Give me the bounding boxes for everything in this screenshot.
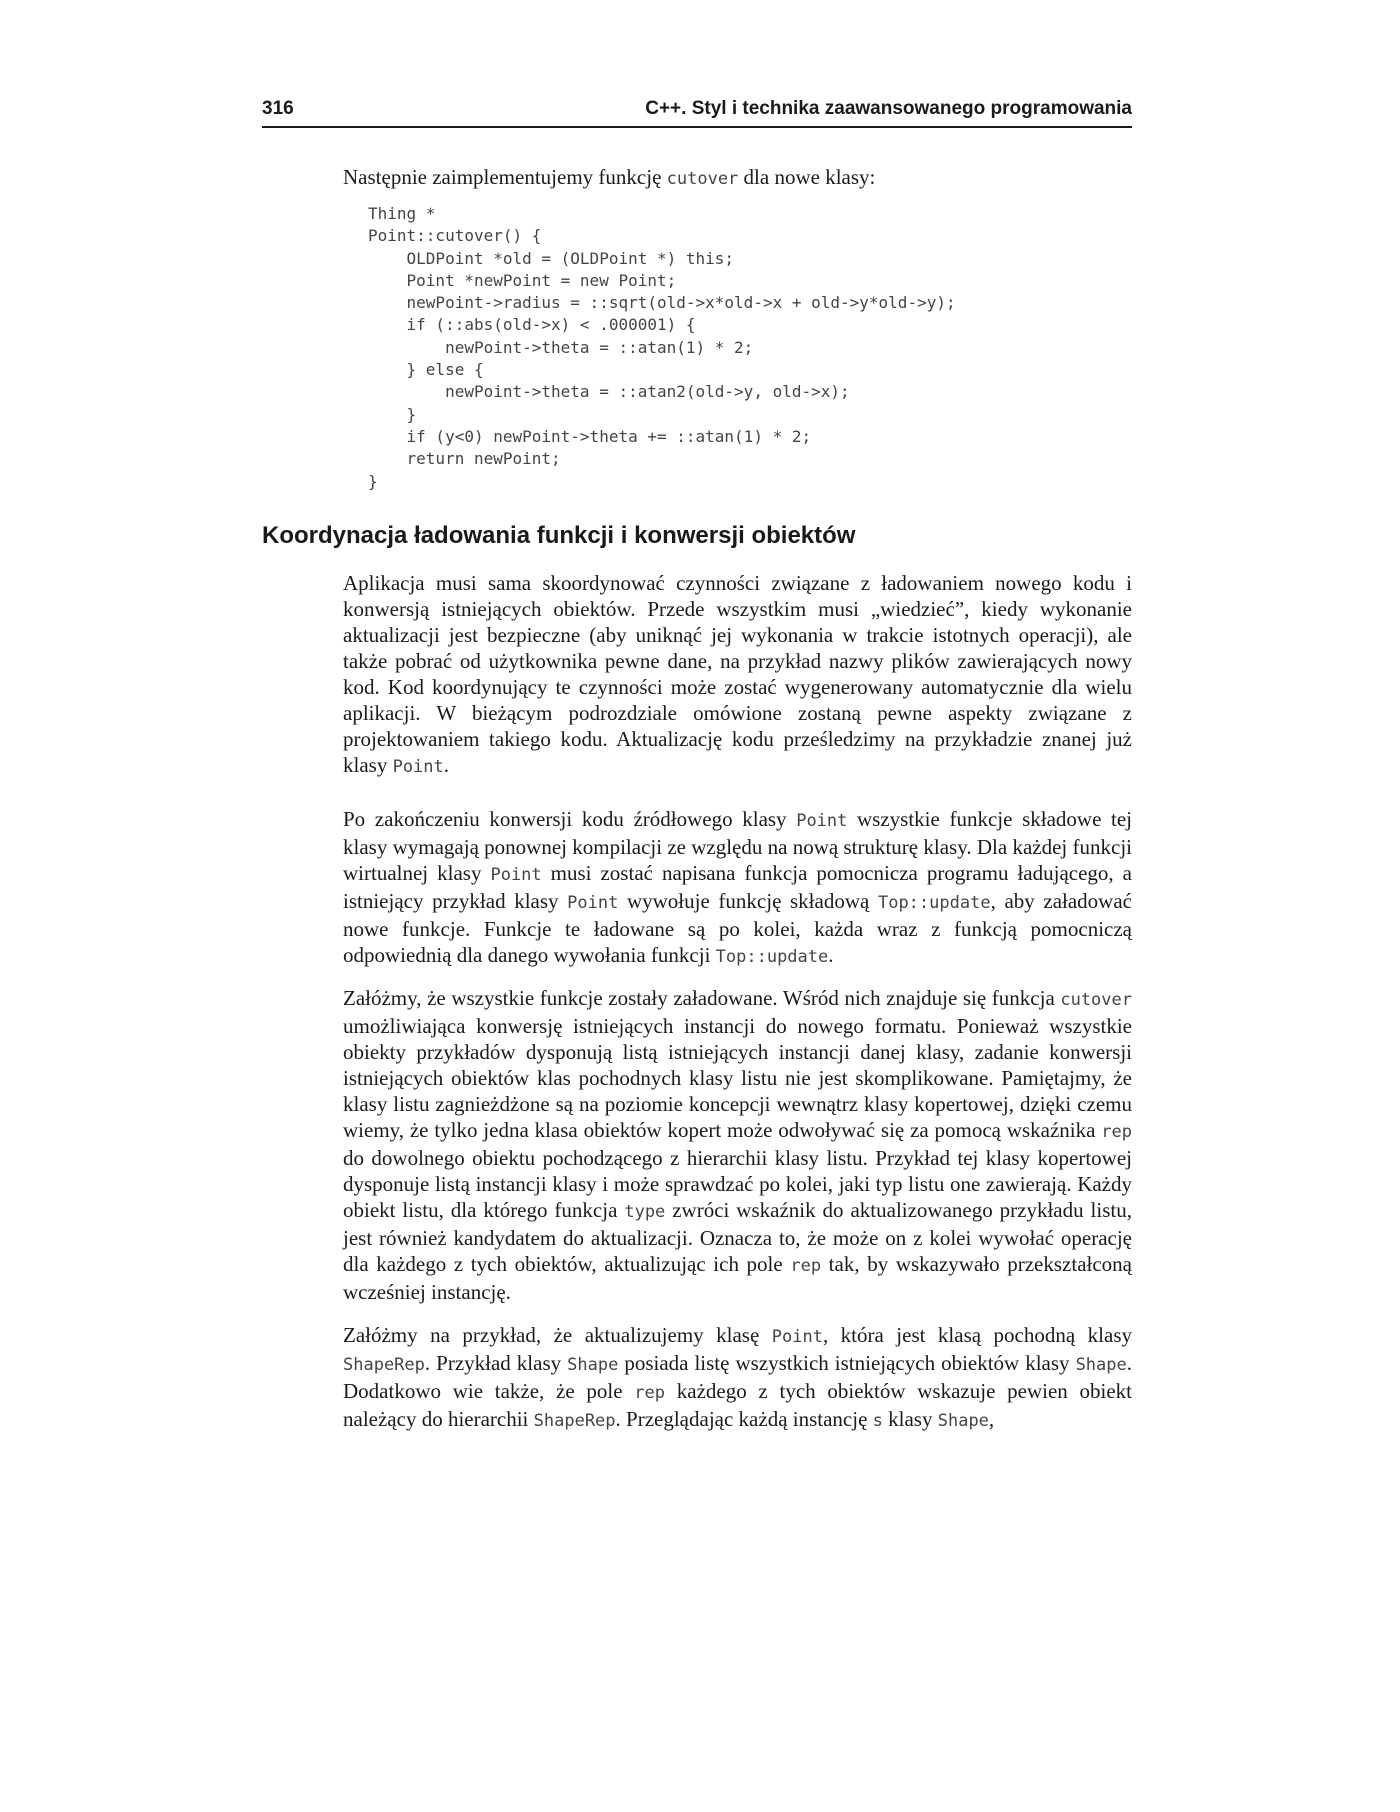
inline-code: ShapeRep: [343, 1355, 425, 1375]
body-paragraph: [343, 985, 1132, 1305]
page-number: 316: [262, 98, 294, 119]
code-line: }: [368, 404, 417, 424]
inline-code: Point: [771, 1327, 823, 1347]
paragraph-text: .: [443, 753, 450, 777]
paragraph-text: klasy: [882, 1407, 938, 1431]
paragraph-text: Aplikacja musi sama skoordynować czynności związane z ładowaniem nowego kodu i konwersją istniejących obiektów. Przede wszystkim musi „wiedzieć”, kiedy wykonanie aktualizacji jest bezpieczne (aby uniknąć jej wykonania w trakcie istotnych operacji), ale także pobrać od użytkownika pewne dane, na przykład nazwy plików zawierających nowy kod. Kod koordynujący te czynności może zostać wygenerowany automatycznie dla wielu aplikacji. W bieżącym podrozdziale omówione zostaną pewne aspekty związane z projektowaniem takiego kodu. Aktualizację kodu prześledzimy na przykładzie znanej już klasy: [343, 571, 1132, 777]
paragraph-text: . Przykład klasy: [424, 1351, 568, 1375]
code-line: newPoint->radius = ::sqrt(old->x*old->x + old->y*old->y);: [368, 293, 956, 313]
inline-code: type: [624, 1202, 666, 1222]
paragraph-text: umożliwiająca konwersję istniejących instancji do nowego formatu. Ponieważ wszystkie obiekty przykładów dysponują listą istniejących instancji danej klasy, zadanie konwersji istniejących obiektów klas pochodnych klasy listu nie jest skomplikowane. Pamiętajmy, że klasy listu zagnieżdżone są na poziomie koncepcji wewnątrz klasy kopertowej, dzięki czemu wiemy, że tylko jedna klasa obiektów kopert może odwoływać się za pomocą wskaźnika: [343, 1014, 1132, 1142]
inline-code: rep: [634, 1383, 666, 1403]
paragraph-text: posiada listę wszystkich istniejących obiektów klasy: [618, 1351, 1076, 1375]
paragraph-text: zwróci wskaźnik do aktualizowanego przykładu listu, jest również kandydatem do aktualizacji. Oznacza to, że może on z kolei wywołać operację dla każdego z tych obiektów, aktualizując ich pole: [343, 1198, 1132, 1276]
paragraph-text: do dowolnego obiektu pochodzącego z hierarchii klasy listu. Przykład tej klasy kopertowej dysponuje listą instancji klasy i może sprawdzać po kolei, jaki typ listu one zawierają. Każdy obiekt listu, dla którego funkcja: [343, 1146, 1132, 1222]
inline-code: Point: [490, 865, 542, 885]
paragraph-text: . Dodatkowo wie także, że pole: [343, 1351, 1132, 1403]
body-paragraph: [343, 806, 1132, 970]
inline-code: ShapeRep: [533, 1411, 616, 1431]
inline-code: cutover: [1060, 990, 1132, 1010]
code-line: if (y<0) newPoint->theta += ::atan(1) * 2;: [368, 426, 812, 446]
inline-code: Shape: [567, 1355, 619, 1375]
inline-code: Point: [796, 811, 848, 831]
page-header: [262, 96, 1132, 128]
paragraph-text: wszystkie funkcje składowe tej klasy wymagają ponownej kompilacji ze względu na nową strukturę klasy. Dla każdej funkcji wirtualnej klasy: [343, 807, 1133, 885]
paragraph-text: każdego z tych obiektów wskazuje pewien obiekt należący do hierarchii: [343, 1379, 1132, 1431]
running-title: C++. Styl i technika zaawansowanego programowania: [645, 98, 1132, 119]
code-line: newPoint->theta = ::atan2(old->y, old->x);: [368, 382, 850, 402]
code-line: OLDPoint *old = (OLDPoint *) this;: [368, 248, 735, 268]
inline-code: Shape: [937, 1411, 989, 1431]
paragraph-text: Po zakończeniu konwersji kodu źródłowego klasy: [343, 807, 797, 831]
paragraph-text: Załóżmy, że wszystkie funkcje zostały załadowane. Wśród nich znajduje się funkcja: [343, 986, 1061, 1010]
inline-code: Top::update: [877, 893, 991, 913]
intro-text-before: Następnie zaimplementujemy funkcję: [343, 165, 667, 189]
paragraph-text: musi zostać napisana funkcja pomocnicza programu ładującego, a istniejący przykład klasy: [343, 861, 1132, 913]
inline-code: Top::update: [715, 947, 829, 967]
inline-code: cutover: [666, 169, 739, 189]
paragraph-text: . Przeglądając każdą instancję: [615, 1407, 873, 1431]
inline-code: Shape: [1075, 1355, 1127, 1375]
paragraph-text: .: [828, 943, 834, 967]
paragraph-text: , która jest klasą pochodną klasy: [822, 1323, 1132, 1347]
body-paragraph: [343, 570, 1132, 780]
inline-code: Point: [567, 893, 619, 913]
code-line: newPoint->theta = ::atan(1) * 2;: [368, 337, 754, 357]
inline-code: rep: [790, 1256, 822, 1276]
intro-text-after: dla nowe klasy:: [738, 165, 876, 189]
code-line: Point *newPoint = new Point;: [368, 270, 677, 290]
code-line: Thing *: [368, 204, 436, 223]
paragraph-text: Załóżmy na przykład, że aktualizujemy klasę: [343, 1323, 772, 1347]
body-paragraph: [343, 1322, 1132, 1434]
code-line: }: [368, 471, 378, 491]
code-line: if (::abs(old->x) < .000001) {: [368, 315, 696, 335]
code-line: } else {: [368, 360, 484, 380]
paragraph-text: wywołuje funkcję składową: [618, 889, 878, 913]
inline-code: s: [872, 1411, 883, 1431]
section-heading: Koordynacja ładowania funkcji i konwersji obiektów: [262, 522, 856, 549]
inline-code: Point: [392, 757, 444, 777]
code-line: return newPoint;: [368, 449, 561, 469]
paragraph-text: ,: [988, 1407, 995, 1431]
code-listing: [368, 203, 956, 493]
paragraph-text: , aby załadować nowe funkcje. Funkcje te ładowane są po kolei, każda wraz z funkcją pomocniczą odpowiednią dla danego wywołania funkcji: [343, 889, 1132, 967]
intro-paragraph: [343, 164, 1132, 192]
paragraph-text: tak, by wskazywało przekształconą wcześniej instancję.: [343, 1252, 1133, 1304]
code-line: Point::cutover() {: [368, 226, 542, 246]
inline-code: rep: [1101, 1122, 1132, 1142]
